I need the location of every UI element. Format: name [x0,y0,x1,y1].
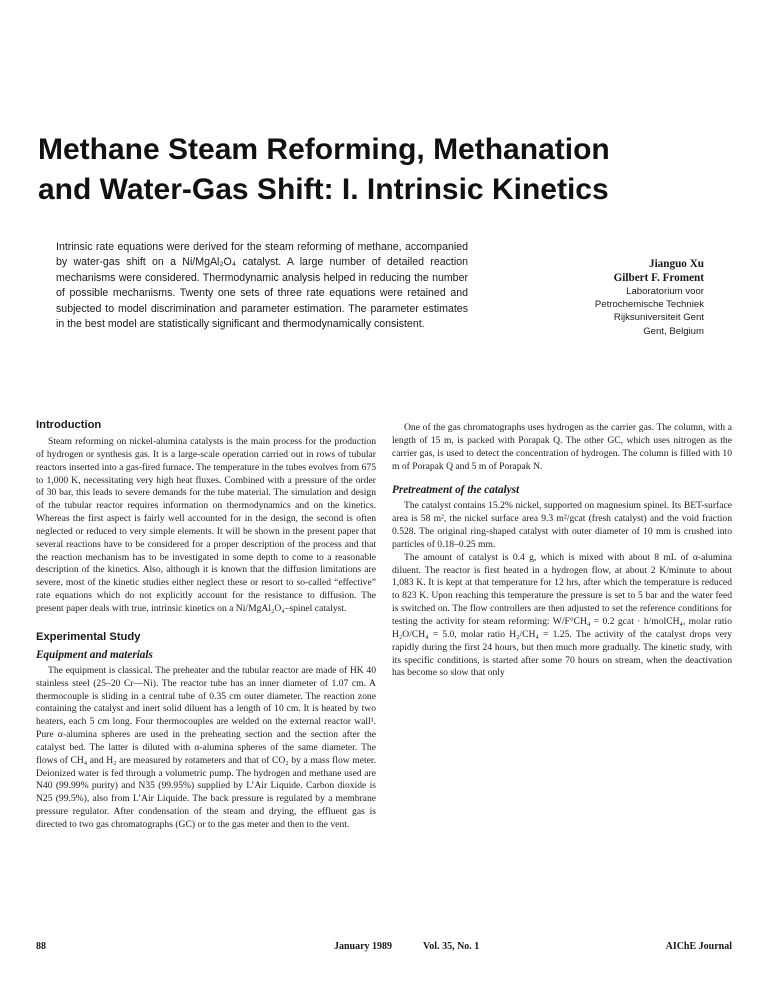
introduction-paragraph: Steam reforming on nickel-alumina catalysts is the main process for the production of hydrogen or synthesis gas. It is a large-scale operation carried out in rows of tubular reactors inserted into a gas-fired furnace. The temperature in the tubes evolves from 675 to 1,000 K, necessitating very high heat fluxes. Combined with a pressure of the order of 30 bar, this leads to severe demands for the tube material. The simulation and design of the tubular reactor requires information on thermodynamics and on the kinetics. Whereas the first aspect is fairly well accounted for in the design, the second is often neglected or reduced to very simple elements. It will be shown in the present paper that several reactions have to be considered for a proper description of the process and that the reaction mechanism has to be investigated in some depth to come to a reasonable description of the kinetics. Also, although it is known that the diffusion limitations are severe, most of the kinetic studies either neglect these or resort to so-called “effective” rate equations which do not explicitly account for the resistance to diffusion. The present paper deals with true, intrinsic kinetics on a Ni/MgAl₂O₄–spinel catalyst. [36,436,376,614]
section-heading-introduction: Introduction [36,419,102,431]
page-number: 88 [36,941,46,952]
issue-date: January 1989 [334,941,393,952]
abstract: Intrinsic rate equations were derived for the steam reforming of methane, accompanied by water-gas shift on a Ni/MgAl₂O₄ catalyst. A large number of detailed reaction mechanisms were considered. Thermodynamic analysis helped in reducing the number of possible mechanisms. Twenty one sets of three rate equations were retained and subjected to model discrimination and parameter estimation. The parameter estimates in the best model are statistically significant and thermodynamically consistent. [56,241,468,331]
section-heading-experimental: Experimental Study [36,630,141,643]
author-block [595,257,704,338]
subsection-heading-pretreatment: Pretreatment of the catalyst [392,484,520,497]
right-column [392,422,732,680]
equipment-paragraph: The equipment is classical. The preheater and the tubular reactor are made of HK 40 stainless steel (25–20 Cr—Ni). The reactor tube has an inner diameter of 1.07 cm. A thermocouple is sliding in a central tube of 0.35 cm outer diameter. The reaction zone containing the catalyst and inert solid diluent has a length of 10 cm. It is heated by two heaters, each 5 cm long. Four thermocouples are welded on the external reactor wall¹. Pure α-alumina spheres are used in the preheating section and the section after the catalyst bed. The latter is diluted with α-alumina spheres of the same diameter. The flows of CH₄ and H₂ are measured by rotameters and that of CO₂ by a mass flow meter. Deionized water is fed through a volumetric pump. The hydrogen and methane used are N40 (99.99% purity) and N35 (99.95%) supplied by L’Air Liquide. Carbon dioxide is N25 (99.5%), also from L’Air Liquide. The back pressure is regulated by a membrane pressure regulator. After condensation of the steam and drying, the effluent gas is directed to two gas chromatographs (GC) or to the gas meter and then to the vent. [36,664,376,830]
chromatograph-paragraph: One of the gas chromatographs uses hydrogen as the carrier gas. The column, with a length of 15 m, is packed with Porapak Q. The other GC, which uses nitrogen as the carrier gas, is used to detect the concentration of hydrogen. The column is filled with 10 m of Porapak Q and 5 m of Porapak N. [392,422,732,472]
volume-issue: Vol. 35, No. 1 [423,941,480,952]
affiliation-line: Laboratorium voor [626,286,704,297]
affiliation-line: Petrochemische Techniek [594,299,704,311]
affiliation-line: Rijksuniversiteit Gent [613,312,704,324]
left-column [36,418,376,832]
article-title [38,130,738,210]
title-line-1: Methane Steam Reforming, Methanation [38,133,610,166]
affiliation-line: Gent, Belgium [643,325,704,337]
title-line-2: and Water-Gas Shift: I. Intrinsic Kinetics [38,173,609,206]
pretreatment-paragraph-1: The catalyst contains 15.2% nickel, supported on magnesium spinel. Its BET-surface area is 58 m², the nickel surface area 9.3 m²/gcat (fresh catalyst) and the void fraction 0.528. The original ring-shaped catalyst with outer diameter of 10 mm is crushed into particles of 0.18–0.25 mm. [392,500,732,550]
subsection-heading-equipment: Equipment and materials [36,648,153,661]
pretreatment-paragraph-2: The amount of catalyst is 0.4 g, which is mixed with about 8 mL of α-alumina diluent. The reactor is first heated in a hydrogen flow, at about 2 K/minute to about 1,083 K. It is kept at that temperature for 12 hrs, after which the temperature is reduced to 823 K. Upon reaching this temperature the pressure is set to 5 bar and the water feed is switched on. The flow controllers are then adjusted to set the reference conditions for testing the activity for steam reforming: W/F°CH₄ = 0.2 gcat · h/molCH₄, molar ratio H₂O/CH₄ = 5.0, molar ratio H₂/CH₄ = 1.25. The activity of the catalyst drops very rapidly during the first 24 hours, but then much more gradually. The kinetic study, with its specific conditions, is started after some 70 hours on stream, when the deactivation has become so slow that only [392,551,732,679]
page-footer [36,941,732,955]
author-name: Jianguo Xu [648,258,704,270]
journal-name: AIChE Journal [665,941,732,952]
author-name: Gilbert F. Froment [613,272,704,284]
